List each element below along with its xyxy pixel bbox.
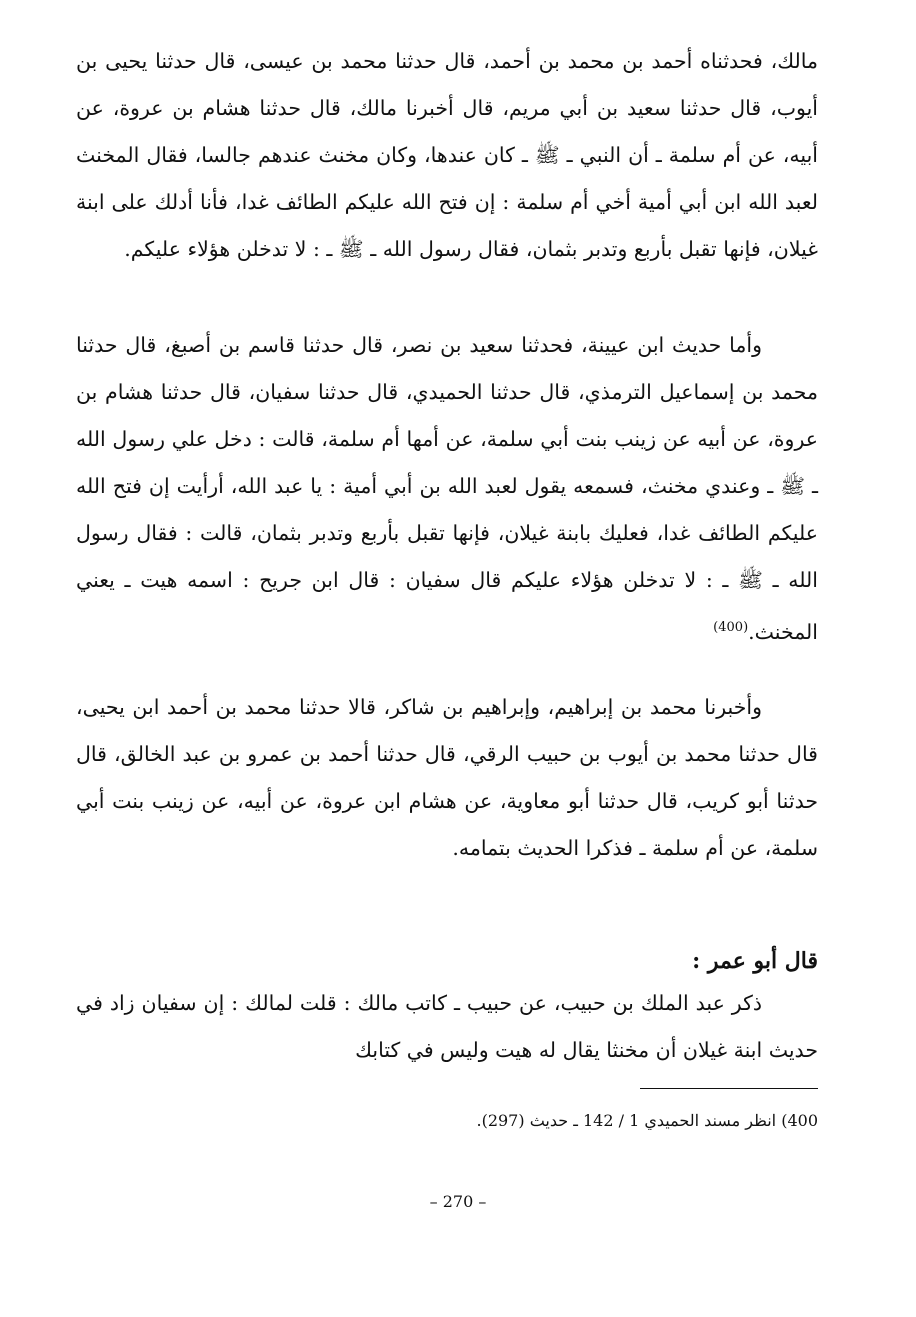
paragraph-3: وأخبرنا محمد بن إبراهيم، وإبراهيم بن شاكر، قالا حدثنا محمد بن أحمد ابن يحيى، قال حدثنا محمد بن أيوب بن حبيب الرقي، قال حدثنا أحمد بن عمرو بن عبد الخالق، قال حدثنا أبو كريب، قال حدثنا أبو معاوية، عن هشام ابن عروة، عن أبيه، عن زينب بنت أبي سلمة، عن أم سلمة ـ فذكرا الحديث بتمامه. bbox=[76, 695, 818, 860]
paragraph-1: مالك، فحدثناه أحمد بن محمد بن أحمد، قال حدثنا محمد بن عيسى، قال حدثنا يحيى بن أيوب، قال حدثنا سعيد بن أبي مريم، قال أخبرنا مالك، قال حدثنا هشام بن عروة، عن أبيه، عن أم سلمة ـ أن النبي ـ ﷺ ـ كان عندها، وكان مخنث عندهم جالسا، فقال المخنث لعبد الله ابن أبي أمية أخي أم سلمة : إن فتح الله عليكم الطائف غدا، فأنا أدلك على ابنة غيلان، فإنها تقبل بأربع وتدبر بثمان، فقال رسول الله ـ ﷺ ـ : لا تدخلن هؤلاء عليكم. bbox=[76, 49, 818, 261]
section-heading-block bbox=[76, 938, 818, 985]
footnote-reference: (400) bbox=[713, 620, 749, 635]
paragraph-4: ذكر عبد الملك بن حبيب، عن حبيب ـ كاتب مالك : قلت لمالك : إن سفيان زاد في حديث ابنة غيلان أن مخنثا يقال له هيت وليس في كتابك bbox=[76, 991, 818, 1062]
text-block-4 bbox=[76, 980, 818, 1074]
footnote-divider bbox=[640, 1088, 818, 1089]
text-block-1 bbox=[76, 38, 818, 273]
page-number: – 270 – bbox=[429, 1192, 487, 1211]
footnote: 400) انظر مسند الحميدي 1 / 142 ـ حديث (297). bbox=[476, 1111, 818, 1130]
section-heading: قال أبو عمر : bbox=[692, 948, 818, 974]
paragraph-2 bbox=[76, 322, 818, 656]
text-block-3 bbox=[76, 684, 818, 872]
paragraph-2-text: وأما حديث ابن عيينة، فحدثنا سعيد بن نصر، قال حدثنا قاسم بن أصبغ، قال حدثنا محمد بن إسماعيل الترمذي، قال حدثنا الحميدي، قال حدثنا سفيان، قال حدثنا هشام بن عروة، عن أبيه عن زينب بنت أبي سلمة، عن أمها أم سلمة، قالت : دخل علي رسول الله ـ ﷺ ـ وعندي مخنث، فسمعه يقول لعبد الله بن أبي أمية : يا عبد الله، أرأيت إن فتح الله عليكم الطائف غدا، فعليك بابنة غيلان، فإنها تقبل بأربع وتدبر بثمان، قالت : فقال رسول الله ـ ﷺ ـ : لا تدخلن هؤلاء عليكم قال سفيان : قال ابن جريح : اسمه هيت ـ يعني المخنث. bbox=[76, 333, 818, 644]
text-block-2 bbox=[76, 322, 818, 656]
